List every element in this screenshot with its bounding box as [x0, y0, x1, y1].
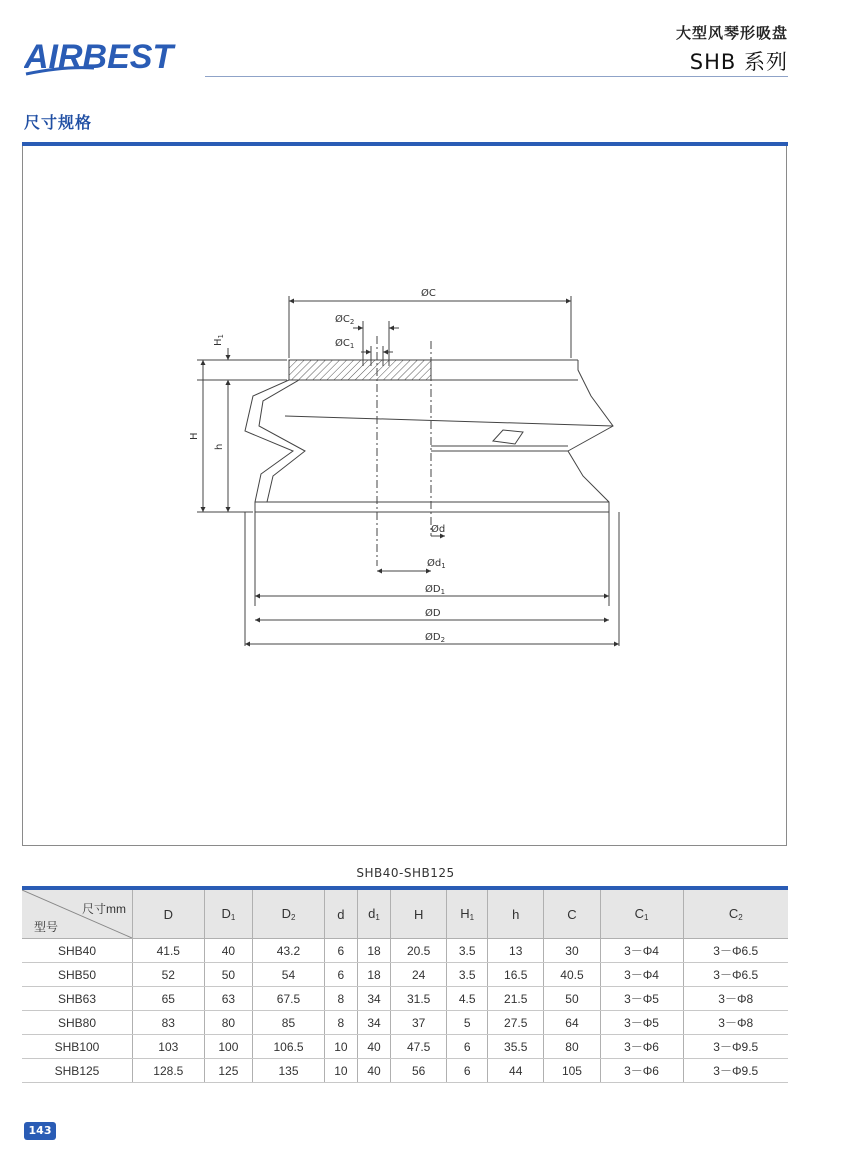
column-header-1: [204, 890, 253, 939]
value-cell: 3－Φ9.5: [683, 1035, 788, 1059]
value-cell: 40: [357, 1059, 390, 1083]
value-cell: 18: [357, 939, 390, 963]
value-cell: 18: [357, 963, 390, 987]
value-cell: 3－Φ4: [600, 939, 683, 963]
value-cell: 100: [204, 1035, 253, 1059]
value-cell: 106.5: [253, 1035, 325, 1059]
value-cell: 10: [324, 1035, 357, 1059]
value-cell: 3－Φ5: [600, 1011, 683, 1035]
technical-drawing: [23, 146, 788, 846]
value-cell: 24: [391, 963, 447, 987]
technical-drawing-panel: [22, 146, 787, 880]
column-header-label: C: [567, 906, 577, 922]
label-d1: $Ød_1$: [427, 558, 446, 570]
column-header-subscript: 2: [290, 913, 296, 922]
value-cell: 6: [324, 963, 357, 987]
section-title: 尺寸规格: [24, 113, 93, 132]
column-header-label: D: [281, 906, 291, 921]
value-cell: 105: [544, 1059, 600, 1083]
value-cell: 3.5: [447, 939, 488, 963]
model-cell: SHB63: [22, 987, 133, 1011]
column-header-subscript: 1: [375, 913, 380, 922]
value-cell: 16.5: [488, 963, 544, 987]
value-cell: 3－Φ9.5: [683, 1059, 788, 1083]
value-cell: 5: [447, 1011, 488, 1035]
value-cell: 31.5: [391, 987, 447, 1011]
column-header-label: d: [337, 906, 345, 922]
header-rule: [205, 76, 788, 77]
value-cell: 128.5: [133, 1059, 205, 1083]
column-header-10: [683, 890, 788, 939]
value-cell: 6: [447, 1059, 488, 1083]
brand-logo-graphic: [24, 30, 224, 80]
value-cell: 27.5: [488, 1011, 544, 1035]
value-cell: 8: [324, 1011, 357, 1035]
table-row: [22, 1059, 788, 1083]
table-body: [22, 939, 788, 1083]
column-header-label: H: [413, 906, 424, 922]
corner-model-label: 型号: [34, 920, 59, 934]
column-header-4: [357, 890, 390, 939]
value-cell: 63: [204, 987, 253, 1011]
value-cell: 3.5: [447, 963, 488, 987]
value-cell: 41.5: [133, 939, 205, 963]
value-cell: 3－Φ4: [600, 963, 683, 987]
label-c1: $ØC_1$: [335, 338, 355, 350]
label-c2: $ØC_2$: [335, 314, 355, 326]
column-header-label: D: [163, 906, 173, 922]
label-D1: $ØD_1$: [425, 584, 446, 596]
value-cell: 30: [544, 939, 600, 963]
column-header-7: [488, 890, 544, 939]
value-cell: 47.5: [391, 1035, 447, 1059]
table-row: [22, 987, 788, 1011]
value-cell: 80: [544, 1035, 600, 1059]
value-cell: 54: [253, 963, 325, 987]
value-cell: 13: [488, 939, 544, 963]
value-cell: 83: [133, 1011, 205, 1035]
value-cell: 10: [324, 1059, 357, 1083]
value-cell: 37: [391, 1011, 447, 1035]
column-header-0: [133, 890, 205, 939]
column-header-label: H: [460, 906, 470, 921]
model-cell: SHB125: [22, 1059, 133, 1083]
table-row: [22, 939, 788, 963]
value-cell: 52: [133, 963, 205, 987]
value-cell: 35.5: [488, 1035, 544, 1059]
column-header-subscript: 2: [738, 913, 743, 922]
column-header-8: [544, 890, 600, 939]
table-row: [22, 1035, 788, 1059]
label-h: h: [214, 443, 225, 450]
value-cell: 50: [544, 987, 600, 1011]
value-cell: 21.5: [488, 987, 544, 1011]
page-title: 大型风琴形吸盘: [675, 24, 788, 42]
value-cell: 135: [253, 1059, 325, 1083]
value-cell: 3－Φ6: [600, 1059, 683, 1083]
value-cell: 67.5: [253, 987, 325, 1011]
value-cell: 64: [544, 1011, 600, 1035]
column-header-subscript: 1: [469, 913, 475, 922]
model-cell: SHB50: [22, 963, 133, 987]
value-cell: 6: [324, 939, 357, 963]
page-number: 143: [24, 1122, 56, 1140]
brand-logo: [24, 30, 224, 80]
model-cell: SHB80: [22, 1011, 133, 1035]
column-header-2: [253, 890, 325, 939]
column-header-5: [391, 890, 447, 939]
value-cell: 85: [253, 1011, 325, 1035]
column-header-9: [600, 890, 683, 939]
column-header-label: d: [368, 906, 376, 921]
value-cell: 3－Φ6: [600, 1035, 683, 1059]
table-row: [22, 963, 788, 987]
value-cell: 20.5: [391, 939, 447, 963]
corner-unit-label: 尺寸mm: [82, 902, 126, 916]
label-c: ØC: [421, 288, 436, 299]
value-cell: 34: [357, 1011, 390, 1035]
column-header-subscript: 1: [644, 913, 649, 922]
value-cell: 40: [204, 939, 253, 963]
column-header-label: C: [634, 906, 644, 921]
value-cell: 3－Φ6.5: [683, 963, 788, 987]
value-cell: 6: [447, 1035, 488, 1059]
model-cell: SHB40: [22, 939, 133, 963]
label-h-total: H: [189, 432, 200, 440]
value-cell: 125: [204, 1059, 253, 1083]
value-cell: 3－Φ8: [683, 1011, 788, 1035]
label-D: ØD: [425, 608, 441, 619]
spec-table: [22, 890, 788, 1083]
label-D2: $ØD_2$: [425, 632, 446, 644]
table-corner-cell: [22, 890, 133, 939]
value-cell: 3－Φ6.5: [683, 939, 788, 963]
value-cell: 65: [133, 987, 205, 1011]
value-cell: 40.5: [544, 963, 600, 987]
value-cell: 43.2: [253, 939, 325, 963]
column-header-label: h: [512, 906, 520, 922]
column-header-3: [324, 890, 357, 939]
svg-text:AIRBEST: AIRBEST: [24, 38, 174, 76]
value-cell: 44: [488, 1059, 544, 1083]
table-header-row: [22, 890, 788, 939]
value-cell: 103: [133, 1035, 205, 1059]
column-header-label: D: [221, 906, 231, 921]
drawing-caption: SHB40-SHB125: [356, 866, 455, 880]
value-cell: 56: [391, 1059, 447, 1083]
value-cell: 3－Φ5: [600, 987, 683, 1011]
value-cell: 40: [357, 1035, 390, 1059]
table-row: [22, 1011, 788, 1035]
value-cell: 8: [324, 987, 357, 1011]
value-cell: 80: [204, 1011, 253, 1035]
column-header-label: C: [728, 906, 739, 921]
column-header-6: [447, 890, 488, 939]
column-header-subscript: 1: [230, 913, 236, 922]
value-cell: 4.5: [447, 987, 488, 1011]
label-h1: $H_1$: [213, 334, 225, 346]
value-cell: 34: [357, 987, 390, 1011]
model-cell: SHB100: [22, 1035, 133, 1059]
series-title: SHB 系列: [689, 50, 788, 74]
value-cell: 50: [204, 963, 253, 987]
value-cell: 3－Φ8: [683, 987, 788, 1011]
label-d: Ød: [431, 524, 446, 535]
